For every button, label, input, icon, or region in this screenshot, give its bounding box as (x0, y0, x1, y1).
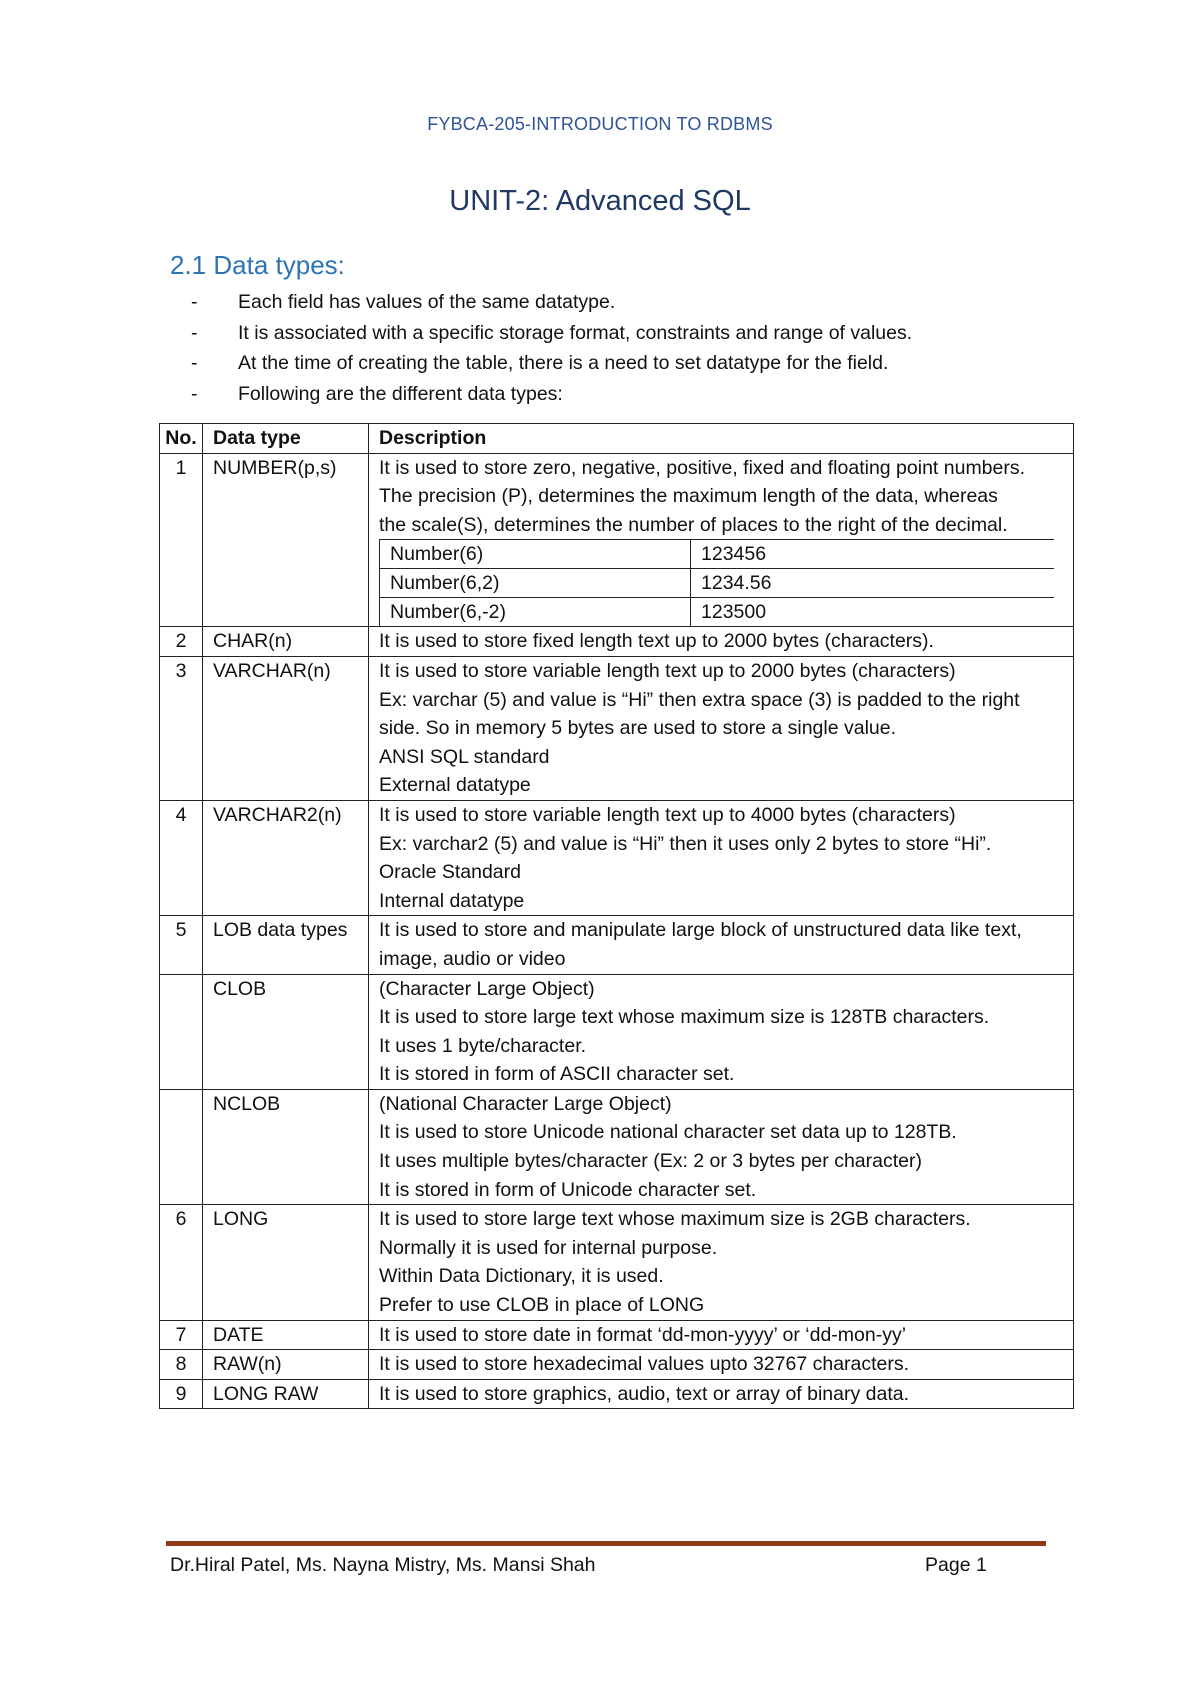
row-no: 1 (160, 453, 203, 627)
description-text: It is used to store and manipulate large block of unstructured data like text, image, audio or video (379, 919, 1022, 970)
table-row (160, 656, 1074, 800)
description-text: It is used to store fixed length text up to 2000 bytes (characters). (379, 630, 934, 653)
row-no (160, 974, 203, 1089)
table-row (160, 1089, 1074, 1204)
footer-divider (166, 1541, 1046, 1546)
row-no (160, 1089, 203, 1204)
row-no: 7 (160, 1320, 203, 1350)
example-value: 123456 (691, 540, 1055, 569)
table-row (160, 627, 1074, 657)
row-type: CLOB (203, 974, 369, 1089)
description-text: Prefer to use CLOB in place of LONG (379, 1294, 705, 1317)
row-description (369, 916, 1074, 974)
row-description (369, 1089, 1074, 1204)
example-value: 1234.56 (691, 569, 1055, 598)
description-text: It is stored in form of ASCII character set. (379, 1063, 735, 1086)
row-type: DATE (203, 1320, 369, 1350)
description-text: It is used to store hexadecimal values upto 32767 characters. (379, 1353, 910, 1376)
header-description: Description (369, 424, 1074, 454)
row-description (369, 1379, 1074, 1409)
description-text: It uses 1 byte/character. (379, 1034, 587, 1057)
row-type: LONG RAW (203, 1379, 369, 1409)
example-row (380, 598, 1055, 627)
description-text: External datatype (379, 774, 531, 797)
row-type: CHAR(n) (203, 627, 369, 657)
table-row (160, 1320, 1074, 1350)
row-no: 5 (160, 916, 203, 974)
row-type: NUMBER(p,s) (203, 453, 369, 627)
description-text: (National Character Large Object) (379, 1092, 672, 1115)
bullet-item: - At the time of creating the table, there is a need to set datatype for the field. (215, 348, 1015, 379)
footer-authors: Dr.Hiral Patel, Ms. Nayna Mistry, Ms. Mansi Shah (170, 1554, 596, 1576)
bullet-item: - Following are the different data types: (215, 379, 1015, 410)
description-text: It is used to store graphics, audio, text or array of binary data. (379, 1382, 910, 1405)
table-header-row (160, 424, 1074, 454)
row-no: 6 (160, 1205, 203, 1320)
example-value: 123500 (691, 598, 1055, 627)
description-text: Ex: varchar2 (5) and value is “Hi” then it uses only 2 bytes to store “Hi”. (379, 832, 992, 855)
description-text: Normally it is used for internal purpose. (379, 1236, 718, 1259)
description-text: ANSI SQL standard (379, 745, 550, 768)
row-no: 3 (160, 656, 203, 800)
description-text: It is used to store large text whose maximum size is 128TB characters. (379, 1006, 990, 1029)
description-text: Oracle Standard (379, 861, 521, 884)
table-row (160, 916, 1074, 974)
description-text: It is used to store date in format ‘dd-mon-yyyy’ or ‘dd-mon-yy’ (379, 1323, 907, 1346)
row-no: 4 (160, 800, 203, 915)
row-description (369, 1205, 1074, 1320)
table-row (160, 974, 1074, 1089)
description-text: (Character Large Object) (379, 977, 595, 1000)
row-description (369, 800, 1074, 915)
row-description (369, 1350, 1074, 1380)
row-description (369, 453, 1074, 627)
description-text: It is used to store variable length text up to 4000 bytes (characters) (379, 803, 956, 826)
table-row (160, 1205, 1074, 1320)
header-no: No. (160, 424, 203, 454)
row-description (369, 1320, 1074, 1350)
table-row (160, 453, 1074, 627)
unit-title: UNIT-2: Advanced SQL (449, 185, 751, 217)
row-description (369, 627, 1074, 657)
row-type: VARCHAR2(n) (203, 800, 369, 915)
section-heading: 2.1 Data types: (170, 250, 345, 280)
course-header: FYBCA-205-INTRODUCTION TO RDBMS (427, 114, 773, 134)
description-text: It is used to store Unicode national character set data up to 128TB. (379, 1121, 957, 1144)
description-text: It is used to store large text whose maximum size is 2GB characters. (379, 1208, 971, 1231)
row-no: 2 (160, 627, 203, 657)
header-type: Data type (203, 424, 369, 454)
description-text: Internal datatype (379, 889, 525, 912)
row-type: NCLOB (203, 1089, 369, 1204)
table-row (160, 800, 1074, 915)
row-type: VARCHAR(n) (203, 656, 369, 800)
row-type: LOB data types (203, 916, 369, 974)
description-text: It is used to store variable length text up to 2000 bytes (characters) (379, 659, 956, 682)
example-format: Number(6) (380, 540, 691, 569)
bullet-item: - Each field has values of the same datatype. (215, 287, 1015, 318)
row-description (369, 974, 1074, 1089)
example-row (380, 540, 1055, 569)
table-row (160, 1350, 1074, 1380)
bullet-list (215, 287, 1015, 409)
number-examples-table (379, 539, 1054, 626)
row-type: LONG (203, 1205, 369, 1320)
description-text: It is stored in form of Unicode character set. (379, 1178, 757, 1201)
description-text: It uses multiple bytes/character (Ex: 2 or 3 bytes per character) (379, 1150, 922, 1173)
description-text: It is used to store zero, negative, positive, fixed and floating point numbers. The precision (P), determines the maximum length of the data, whereas the scale(S), determines the number of places to the right of the decimal. (379, 456, 1026, 536)
description-text: Ex: varchar (5) and value is “Hi” then extra space (3) is padded to the right side. So in memory 5 bytes are used to store a single value. (379, 688, 1020, 740)
row-no: 9 (160, 1379, 203, 1409)
table-row (160, 1379, 1074, 1409)
bullet-item: - It is associated with a specific storage format, constraints and range of values. (215, 318, 1015, 349)
row-type: RAW(n) (203, 1350, 369, 1380)
example-row (380, 569, 1055, 598)
example-format: Number(6,2) (380, 569, 691, 598)
description-text: Within Data Dictionary, it is used. (379, 1265, 664, 1288)
row-description (369, 656, 1074, 800)
row-no: 8 (160, 1350, 203, 1380)
datatype-table (159, 423, 1074, 1409)
page-number: Page 1 (925, 1554, 987, 1576)
example-format: Number(6,-2) (380, 598, 691, 627)
